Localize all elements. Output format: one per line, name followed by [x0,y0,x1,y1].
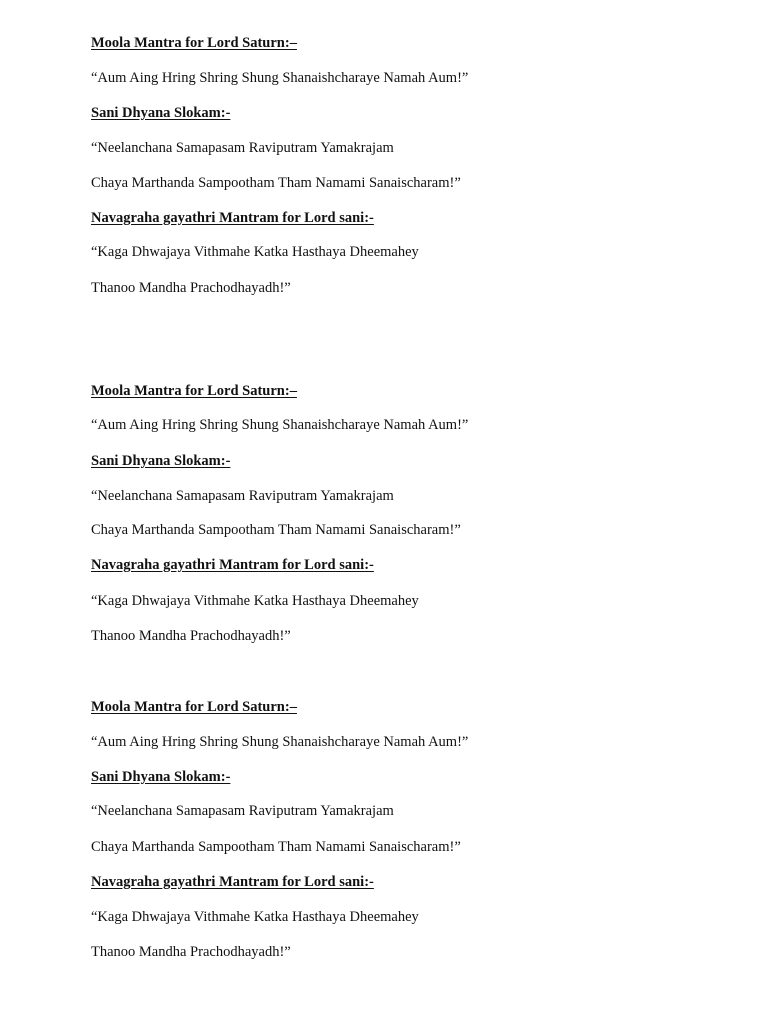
dhyana-slokam-line-1: “Neelanchana Samapasam Raviputram Yamakrajam [91,140,394,156]
gayathri-mantram-line-1: “Kaga Dhwajaya Vithmahe Katka Hasthaya Dheemahey [91,909,419,925]
dhyana-slokam-line-2: Chaya Marthanda Sampootham Tham Namami Sanaischaram!” [91,522,461,538]
heading-moola-mantra: Moola Mantra for Lord Saturn:– [91,699,297,715]
moola-mantra-text: “Aum Aing Hring Shring Shung Shanaishcharaye Namah Aum!” [91,70,469,86]
dhyana-slokam-line-1: “Neelanchana Samapasam Raviputram Yamakrajam [91,488,394,504]
heading-moola-mantra: Moola Mantra for Lord Saturn:– [91,383,297,399]
dhyana-slokam-line-1: “Neelanchana Samapasam Raviputram Yamakrajam [91,803,394,819]
gayathri-mantram-line-1: “Kaga Dhwajaya Vithmahe Katka Hasthaya Dheemahey [91,593,419,609]
gayathri-mantram-line-1: “Kaga Dhwajaya Vithmahe Katka Hasthaya Dheemahey [91,244,419,260]
dhyana-slokam-line-2: Chaya Marthanda Sampootham Tham Namami Sanaischaram!” [91,175,461,191]
heading-gayathri-mantram: Navagraha gayathri Mantram for Lord sani:- [91,874,374,890]
moola-mantra-text: “Aum Aing Hring Shring Shung Shanaishcharaye Namah Aum!” [91,734,469,750]
heading-gayathri-mantram: Navagraha gayathri Mantram for Lord sani:- [91,557,374,573]
heading-dhyana-slokam: Sani Dhyana Slokam:- [91,105,231,121]
gayathri-mantram-line-2: Thanoo Mandha Prachodhayadh!” [91,280,291,296]
dhyana-slokam-line-2: Chaya Marthanda Sampootham Tham Namami Sanaischaram!” [91,839,461,855]
heading-moola-mantra: Moola Mantra for Lord Saturn:– [91,35,297,51]
heading-gayathri-mantram: Navagraha gayathri Mantram for Lord sani:- [91,210,374,226]
moola-mantra-text: “Aum Aing Hring Shring Shung Shanaishcharaye Namah Aum!” [91,417,469,433]
heading-dhyana-slokam: Sani Dhyana Slokam:- [91,769,231,785]
gayathri-mantram-line-2: Thanoo Mandha Prachodhayadh!” [91,944,291,960]
heading-dhyana-slokam: Sani Dhyana Slokam:- [91,453,231,469]
gayathri-mantram-line-2: Thanoo Mandha Prachodhayadh!” [91,628,291,644]
